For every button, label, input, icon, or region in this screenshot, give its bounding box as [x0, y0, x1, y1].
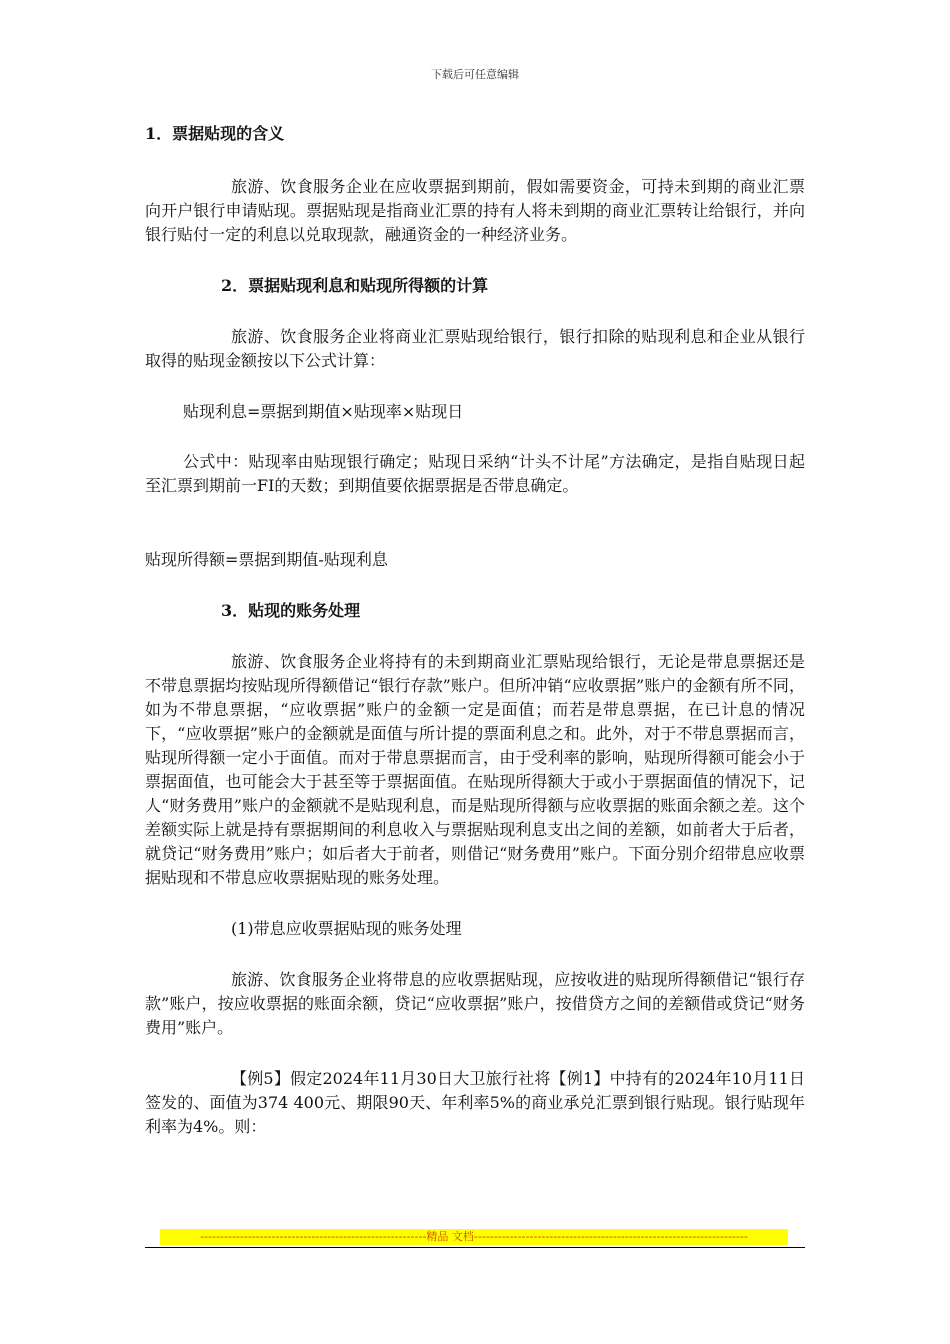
footer-divider — [145, 1247, 805, 1248]
section-3-title: 3．贴现的账务处理 — [221, 601, 361, 620]
subsection-1-title: (1)带息应收票据贴现的账务处理 — [231, 919, 462, 938]
section-1-paragraph: 旅游、饮食服务企业在应收票据到期前，假如需要资金，可持未到期的商业汇票向开户银行申请贴现。票据贴现是指商业汇票的持有人将未到期的商业汇票转让给银行，并向银行贴付一定的利息以兑取现款，融通资金的一种经济业务。 — [145, 177, 805, 244]
subsection-1-paragraph: 旅游、饮食服务企业将带息的应收票据贴现，应按收进的贴现所得额借记“银行存款”账户，按应收票据的账面余额，贷记“应收票据”账户，按借贷方之间的差额借或贷记“财务费用”账户。 — [145, 970, 805, 1037]
formula-note: 公式中：贴现率由贴现银行确定；贴现日采纳“计头不计尾”方法确定，是指自贴现日起至汇票到期前一FI的天数；到期值要依据票据是否带息确定。 — [145, 452, 805, 495]
formula-discount-interest: 贴现利息=票据到期值×贴现率×贴现日 — [183, 402, 464, 421]
page-header-note: 下载后可任意编辑 — [431, 68, 519, 81]
section-2-paragraph: 旅游、饮食服务企业将商业汇票贴现给银行，银行扣除的贴现利息和企业从银行取得的贴现金额按以下公式计算： — [145, 327, 805, 370]
section-1-title: 1．票据贴现的含义 — [145, 124, 285, 143]
section-3-paragraph: 旅游、饮食服务企业将持有的未到期商业汇票贴现给银行，无论是带息票据还是不带息票据均按贴现所得额借记“银行存款”账户。但所冲销“应收票据”账户的金额有所不同，如为不带息票据，“应收票据”账户的金额一定是面值；而若是带息票据，在已计息的情况下，“应收票据”账户的金额就是面值与所计提的票面利息之和。此外，对于不带息票据而言，贴现所得额一定小于面值。而对于带息票据而言，由于受利率的影响，贴现所得额可能会小于票据面值，也可能会大于甚至等于票据面值。在贴现所得额大于或小于票据面值的情况下，记人“财务费用”账户的金额就不是贴现利息，而是贴现所得额与应收票据的账面余额之差。这个差额实际上就是持有票据期间的利息收入与票据贴现利息支出之间的差额，如前者大于后者，就贷记“财务费用”账户；如后者大于前者，则借记“财务费用”账户。下面分别介绍带息应收票据贴现和不带息应收票据贴现的账务处理。 — [145, 652, 805, 887]
document-body — [145, 122, 805, 1139]
formula-discount-proceeds: 贴现所得额=票据到期值-贴现利息 — [145, 550, 388, 569]
section-2-title: 2．票据贴现利息和贴现所得额的计算 — [221, 276, 489, 295]
footer-banner: ---------------------------------------------------------精品 文档--------------------------------------------------------------------- — [160, 1229, 788, 1245]
example-5-paragraph: 【例5】假定2024年11月30日大卫旅行社将【例1】中持有的2024年10月11日签发的、面值为374 400元、期限90天、年利率5%的商业承兑汇票到银行贴现。银行贴现年利率为4%。则： — [145, 1069, 805, 1136]
